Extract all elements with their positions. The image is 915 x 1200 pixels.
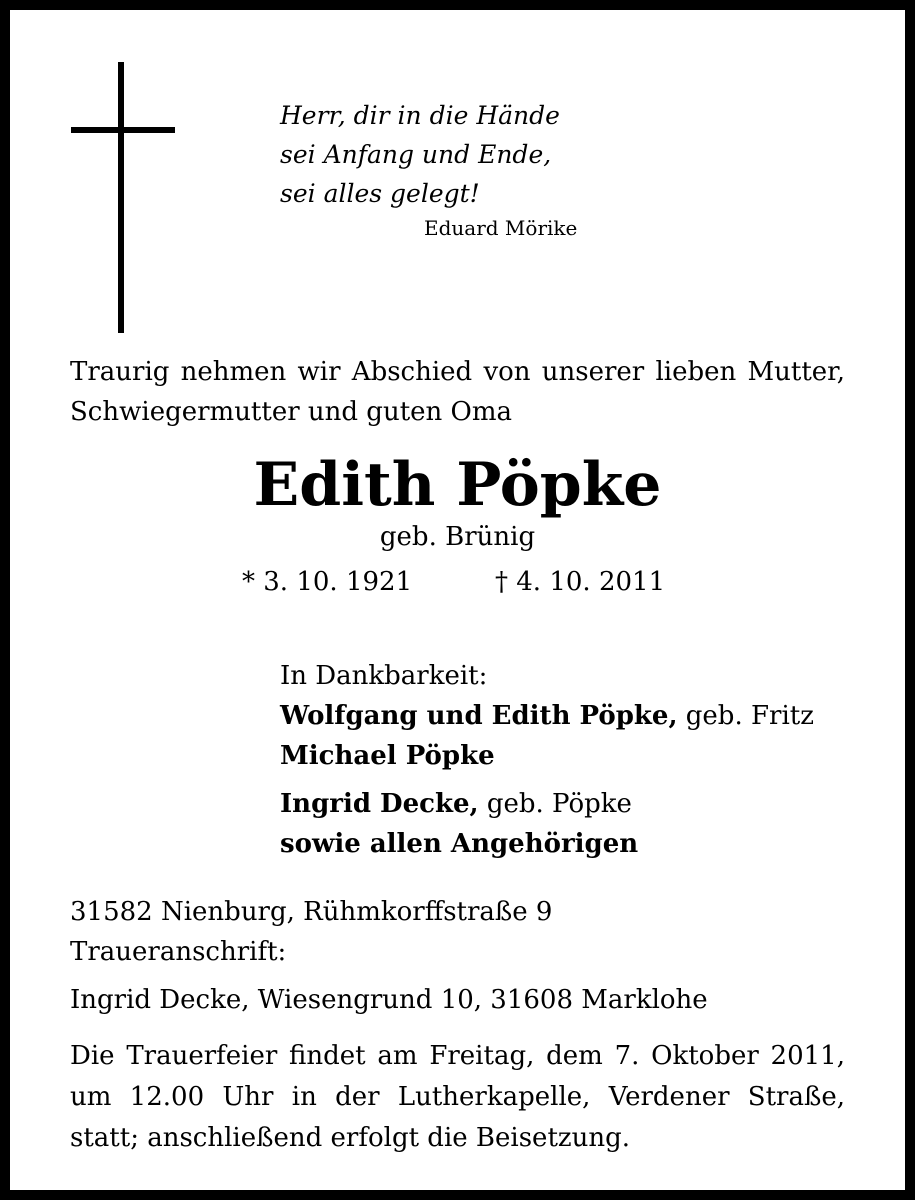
mourner-note: geb. Pöpke [478, 789, 632, 819]
quote-author: Eduard Mörike [424, 216, 578, 240]
mourner-name: Wolfgang und Edith Pöpke, [280, 701, 678, 731]
mourning-address-label: Traueranschrift: [70, 937, 287, 967]
cross-icon-bar [71, 127, 175, 133]
death-date: † 4. 10. 2011 [495, 567, 666, 597]
quote-line: Herr, dir in die Hände [280, 101, 560, 130]
mourner-name: Michael Pöpke [280, 741, 495, 771]
cross-icon [118, 62, 124, 333]
quote-line: sei alles gelegt! [280, 179, 480, 208]
mourner-entry [280, 696, 814, 736]
quote-line: sei Anfang und Ende, [280, 140, 552, 169]
mourner-entry [280, 784, 814, 824]
deceased-name: Edith Pöpke [253, 450, 662, 520]
mourner-name: Ingrid Decke, [280, 789, 479, 819]
mourners-heading: In Dankbarkeit: [280, 661, 488, 691]
birth-date: * 3. 10. 1921 [242, 567, 413, 597]
mourning-address: Ingrid Decke, Wiesengrund 10, 31608 Marklohe [70, 985, 708, 1015]
mourner-note: geb. Fritz [677, 701, 814, 731]
mourner-entry [280, 736, 814, 776]
quote [280, 96, 560, 213]
home-address: 31582 Nienburg, Rühmkorffstraße 9 [70, 897, 553, 927]
mourner-entry [280, 824, 814, 864]
maiden-name: geb. Brünig [379, 522, 536, 552]
address-block [70, 892, 708, 1020]
service-info: Die Trauerfeier findet am Freitag, dem 7. Oktober 2011, um 12.00 Uhr in der Lutherkapelle, Verdener Straße, statt; anschließend erfolgt die Beisetzung. [70, 1041, 845, 1153]
mourner-name: sowie allen Angehörigen [280, 829, 639, 859]
mourners-block [280, 656, 814, 864]
intro-text: Traurig nehmen wir Abschied von unserer lieben Mutter, Schwiegermutter und guten Oma [70, 357, 845, 427]
